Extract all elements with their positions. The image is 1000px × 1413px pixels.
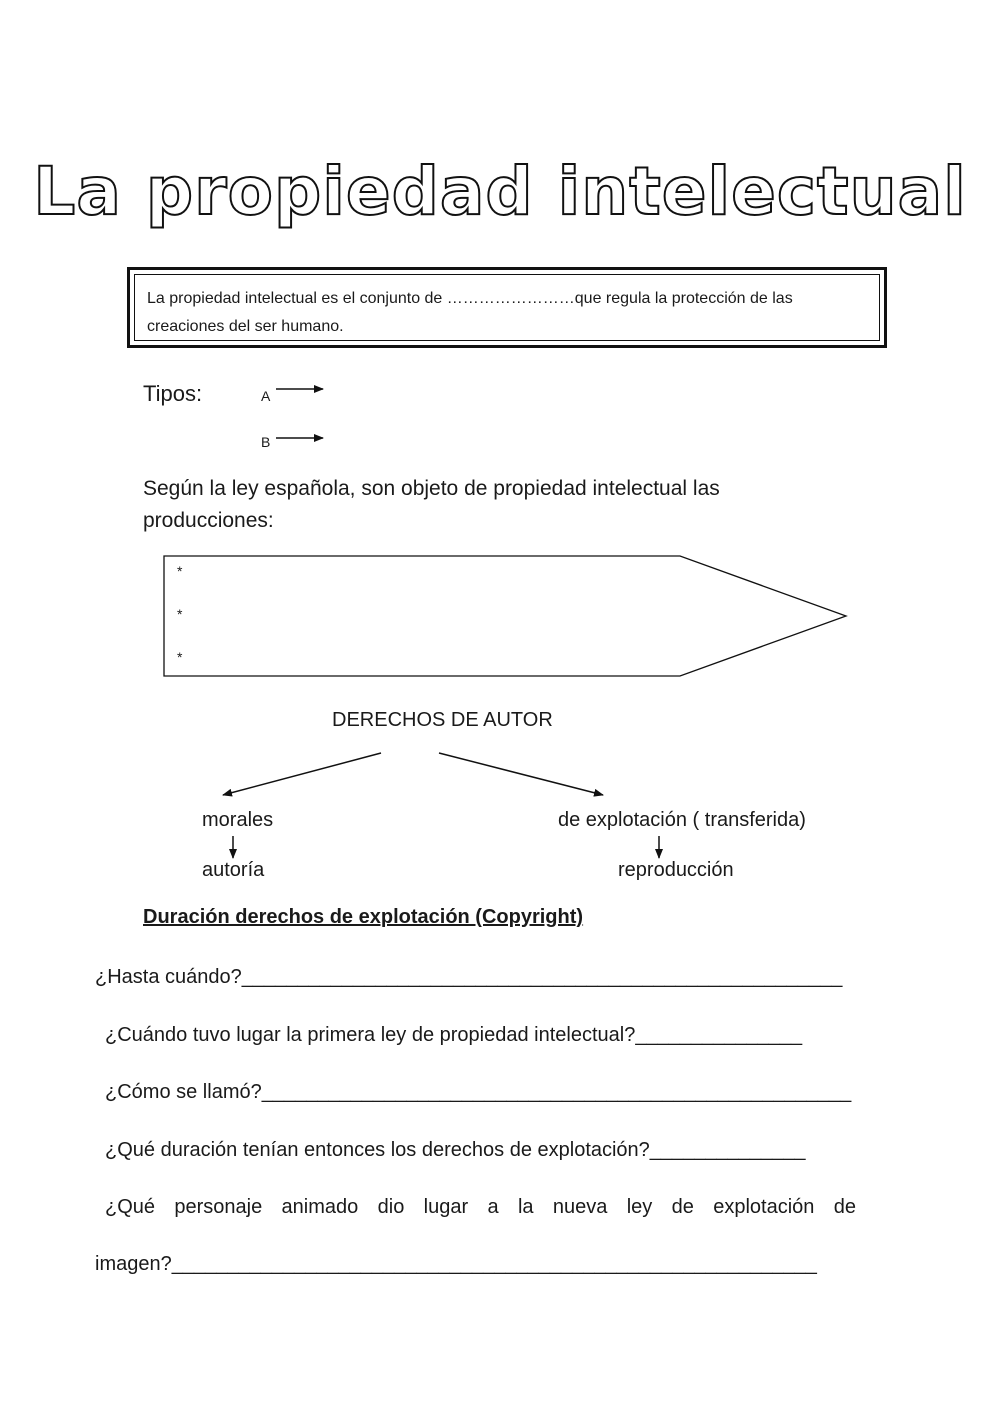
ley-line-2: producciones: <box>143 509 274 532</box>
question-hasta-cuando: ¿Hasta cuándo?______________________________________________________ <box>95 966 843 988</box>
explotacion-arrow-icon <box>439 753 603 795</box>
reproduccion-label: reproducción <box>618 859 734 881</box>
produccion-item-2: * <box>177 606 183 622</box>
question-duracion: ¿Qué duración tenían entonces los derechos de explotación?______________ <box>105 1139 806 1161</box>
question-personaje-line-1: ¿Qué personaje animado dio lugar a la nueva ley de explotación de <box>105 1196 856 1218</box>
question-primera-ley: ¿Cuándo tuvo lugar la primera ley de propiedad intelectual?_______________ <box>105 1024 803 1046</box>
autoria-label: autoría <box>202 859 265 881</box>
morales-label: morales <box>202 809 274 831</box>
explotacion-label: de explotación ( transferida) <box>558 809 806 831</box>
tipo-a-label: A <box>261 388 271 404</box>
definition-line-2: creaciones del ser humano. <box>147 318 344 335</box>
producciones-pentagon <box>164 556 846 676</box>
duracion-heading: Duración derechos de explotación (Copyright) <box>143 906 584 928</box>
morales-arrow-icon <box>223 753 381 795</box>
ley-line-1: Según la ley española, son objeto de propiedad intelectual las <box>143 477 720 500</box>
page-title: La propiedad intelectual <box>33 153 967 230</box>
question-como-se-llamo: ¿Cómo se llamó?_____________________________________________________ <box>105 1081 852 1103</box>
produccion-item-1: * <box>177 563 183 579</box>
produccion-item-3: * <box>177 649 183 665</box>
definition-line-1: La propiedad intelectual es el conjunto de ……………………que regula la protección de las <box>147 290 793 307</box>
question-personaje-line-2: imagen?__________________________________________________________ <box>95 1253 817 1275</box>
tipos-label: Tipos: <box>143 381 203 406</box>
tipo-b-label: B <box>261 434 271 450</box>
derechos-heading: DERECHOS DE AUTOR <box>332 709 553 731</box>
